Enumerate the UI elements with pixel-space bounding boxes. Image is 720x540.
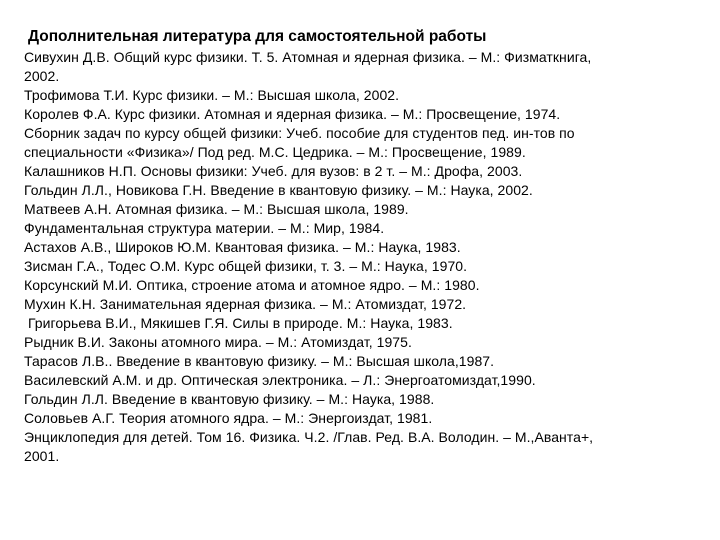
reference-line: Рыдник В.И. Законы атомного мира. – М.: Атомиздат, 1975.: [24, 334, 412, 350]
reference-line: специальности «Физика»/ Под ред. М.С. Цедрика. – М.: Просвещение, 1989.: [24, 144, 526, 160]
reference-line: Астахов А.В., Широков Ю.М. Квантовая физика. – М.: Наука, 1983.: [24, 239, 461, 255]
reference-line: Зисман Г.А., Тодес О.М. Курс общей физики, т. 3. – М.: Наука, 1970.: [24, 258, 468, 274]
reference-line: Калашников Н.П. Основы физики: Учеб. для вузов: в 2 т. – М.: Дрофа, 2003.: [24, 163, 523, 179]
reference-line: Сборник задач по курсу общей физики: Учеб. пособие для студентов пед. ин-тов по: [24, 125, 575, 141]
page-title: Дополнительная литература для самостоятельной работы: [28, 28, 487, 45]
reference-line: Сивухин Д.В. Общий курс физики. Т. 5. Атомная и ядерная физика. – М.: Физматкнига,: [24, 49, 592, 65]
reference-line: Гольдин Л.Л. Введение в квантовую физику. – М.: Наука, 1988.: [24, 391, 435, 407]
reference-line: Матвеев А.Н. Атомная физика. – М.: Высшая школа, 1989.: [24, 201, 409, 217]
reference-list: [24, 48, 704, 466]
reference-line: Фундаментальная структура материи. – М.: Мир, 1984.: [24, 220, 385, 236]
reference-line: Гольдин Л.Л., Новикова Г.Н. Введение в квантовую физику. – М.: Наука, 2002.: [24, 182, 533, 198]
reference-line: 2001.: [24, 448, 60, 464]
reference-line: Трофимова Т.И. Курс физики. – М.: Высшая школа, 2002.: [24, 87, 400, 103]
reference-line: Корсунский М.И. Оптика, строение атома и атомное ядро. – М.: 1980.: [24, 277, 480, 293]
reference-line: Василевский А.М. и др. Оптическая электроника. – Л.: Энергоатомиздат,1990.: [24, 372, 536, 388]
reference-line: Мухин К.Н. Занимательная ядерная физика. – М.: Атомиздат, 1972.: [24, 296, 467, 312]
reference-line: Григорьева В.И., Мякишев Г.Я. Силы в природе. М.: Наука, 1983.: [24, 315, 453, 331]
reference-line: Энциклопедия для детей. Том 16. Физика. Ч.2. /Глав. Ред. В.А. Володин. – М.,Аванта+,: [24, 429, 594, 445]
reference-line: Королев Ф.А. Курс физики. Атомная и ядерная физика. – М.: Просвещение, 1974.: [24, 106, 561, 122]
reference-line: 2002.: [24, 68, 60, 84]
reference-line: Тарасов Л.В.. Введение в квантовую физику. – М.: Высшая школа,1987.: [24, 353, 495, 369]
reference-line: Соловьев А.Г. Теория атомного ядра. – М.: Энергоиздат, 1981.: [24, 410, 433, 426]
